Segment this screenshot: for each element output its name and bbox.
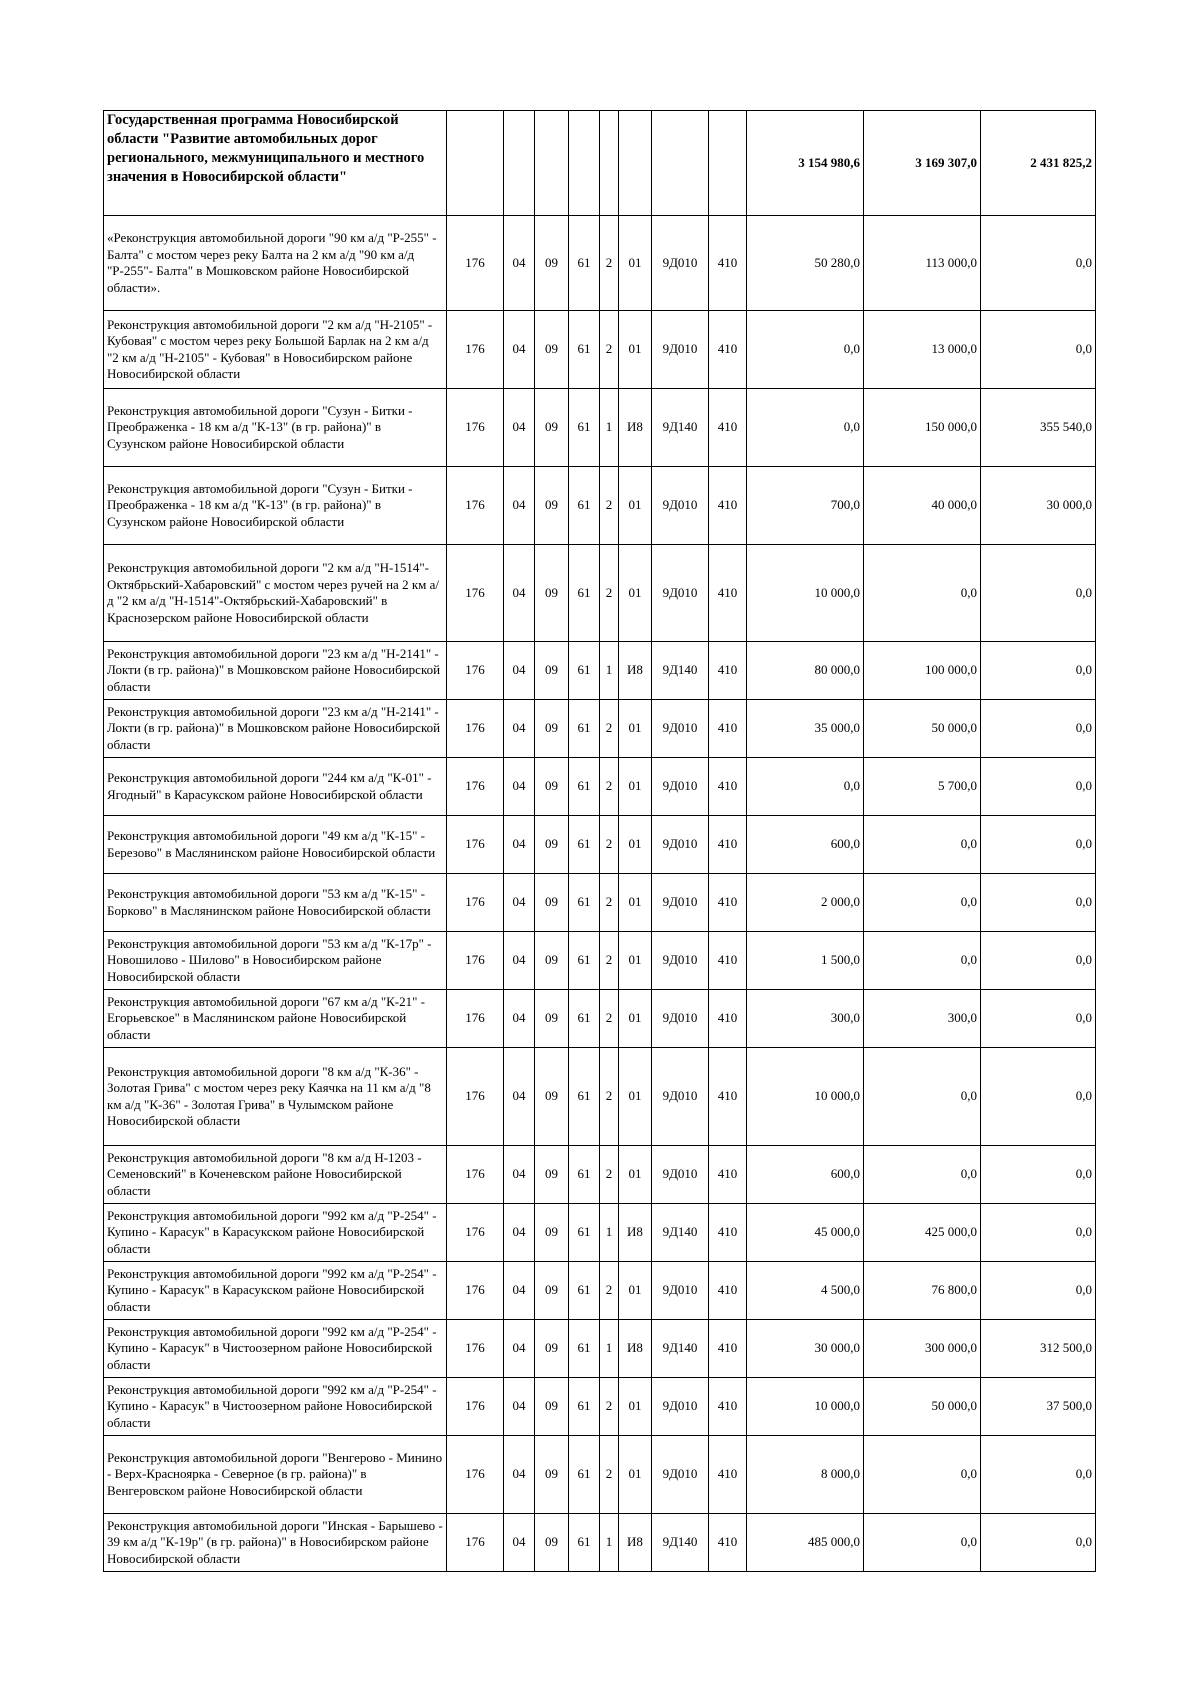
event-code: 01 <box>619 990 652 1048</box>
amount-year-3: 0,0 <box>981 545 1096 642</box>
expense-type-code: 410 <box>709 758 747 816</box>
subsection-code: 09 <box>535 216 569 311</box>
amount-year-3: 0,0 <box>981 700 1096 758</box>
subsection-code: 09 <box>535 1048 569 1146</box>
expense-type-code: 410 <box>709 816 747 874</box>
subprogram-code: 2 <box>600 932 619 990</box>
object-name: Реконструкция автомобильной дороги "67 км а/д "К-21" - Егорьевское" в Маслянинском районе Новосибирской области <box>104 990 447 1048</box>
amount-year-1: 45 000,0 <box>747 1204 864 1262</box>
subprogram-code: 1 <box>600 1204 619 1262</box>
empty-cell <box>652 111 709 216</box>
table-row <box>104 1146 1096 1204</box>
ministry-code: 176 <box>447 1378 504 1436</box>
total-year-3: 2 431 825,2 <box>981 111 1096 216</box>
table-row <box>104 467 1096 545</box>
amount-year-2: 50 000,0 <box>864 1378 981 1436</box>
amount-year-3: 0,0 <box>981 216 1096 311</box>
budget-table <box>103 110 1096 1572</box>
event-code: 01 <box>619 1146 652 1204</box>
target-article-code: 9Д010 <box>652 1146 709 1204</box>
table-row <box>104 1514 1096 1572</box>
empty-cell <box>569 111 600 216</box>
expense-type-code: 410 <box>709 311 747 389</box>
target-article-code: 9Д140 <box>652 1514 709 1572</box>
event-code: И8 <box>619 1204 652 1262</box>
event-code: 01 <box>619 932 652 990</box>
amount-year-3: 355 540,0 <box>981 389 1096 467</box>
ministry-code: 176 <box>447 1262 504 1320</box>
amount-year-2: 0,0 <box>864 1436 981 1514</box>
section-code: 04 <box>504 1146 535 1204</box>
subsection-code: 09 <box>535 1146 569 1204</box>
empty-cell <box>447 111 504 216</box>
object-name: Реконструкция автомобильной дороги "2 км а/д "Н-2105" - Кубовая" с мостом через реку Большой Барлак на 2 км а/д "2 км а/д "Н-2105" - Кубовая" в Новосибирском районе Новосибирской области <box>104 311 447 389</box>
amount-year-2: 300 000,0 <box>864 1320 981 1378</box>
object-name: Реконструкция автомобильной дороги "Сузун - Битки - Преображенка - 18 км а/д "К-13" (в гр. района)" в Сузунском районе Новосибирской области <box>104 389 447 467</box>
target-article-code: 9Д010 <box>652 932 709 990</box>
amount-year-1: 80 000,0 <box>747 642 864 700</box>
program-code: 61 <box>569 1320 600 1378</box>
section-code: 04 <box>504 467 535 545</box>
table-row <box>104 1048 1096 1146</box>
amount-year-3: 0,0 <box>981 642 1096 700</box>
amount-year-2: 13 000,0 <box>864 311 981 389</box>
section-code: 04 <box>504 311 535 389</box>
amount-year-1: 0,0 <box>747 389 864 467</box>
event-code: 01 <box>619 816 652 874</box>
expense-type-code: 410 <box>709 1378 747 1436</box>
event-code: 01 <box>619 758 652 816</box>
target-article-code: 9Д010 <box>652 816 709 874</box>
subsection-code: 09 <box>535 700 569 758</box>
subsection-code: 09 <box>535 1436 569 1514</box>
program-code: 61 <box>569 216 600 311</box>
amount-year-2: 0,0 <box>864 816 981 874</box>
subsection-code: 09 <box>535 1378 569 1436</box>
subprogram-code: 2 <box>600 467 619 545</box>
expense-type-code: 410 <box>709 990 747 1048</box>
object-name: Реконструкция автомобильной дороги "53 км а/д "К-17р" - Новошилово - Шилово" в Новосибирском районе Новосибирской области <box>104 932 447 990</box>
ministry-code: 176 <box>447 216 504 311</box>
amount-year-1: 1 500,0 <box>747 932 864 990</box>
subprogram-code: 2 <box>600 1436 619 1514</box>
table-row <box>104 700 1096 758</box>
empty-cell <box>619 111 652 216</box>
expense-type-code: 410 <box>709 700 747 758</box>
target-article-code: 9Д140 <box>652 1204 709 1262</box>
ministry-code: 176 <box>447 1436 504 1514</box>
amount-year-1: 300,0 <box>747 990 864 1048</box>
object-name: Реконструкция автомобильной дороги "Сузун - Битки - Преображенка - 18 км а/д "К-13" (в гр. района)" в Сузунском районе Новосибирской области <box>104 467 447 545</box>
amount-year-3: 0,0 <box>981 990 1096 1048</box>
subprogram-code: 1 <box>600 1320 619 1378</box>
amount-year-2: 425 000,0 <box>864 1204 981 1262</box>
ministry-code: 176 <box>447 990 504 1048</box>
event-code: 01 <box>619 1378 652 1436</box>
amount-year-3: 37 500,0 <box>981 1378 1096 1436</box>
amount-year-2: 0,0 <box>864 932 981 990</box>
program-code: 61 <box>569 642 600 700</box>
subprogram-code: 1 <box>600 1514 619 1572</box>
expense-type-code: 410 <box>709 389 747 467</box>
amount-year-3: 0,0 <box>981 1514 1096 1572</box>
section-code: 04 <box>504 389 535 467</box>
amount-year-2: 0,0 <box>864 1048 981 1146</box>
object-name: «Реконструкция автомобильной дороги "90 км а/д "Р-255" - Балта" с мостом через реку Балта на 2 км а/д "90 км а/д "Р-255"- Балта" в Мошковском районе Новосибирской области». <box>104 216 447 311</box>
event-code: 01 <box>619 216 652 311</box>
subsection-code: 09 <box>535 389 569 467</box>
ministry-code: 176 <box>447 467 504 545</box>
object-name: Реконструкция автомобильной дороги "8 км а/д Н-1203 - Семеновский" в Коченевском районе Новосибирской области <box>104 1146 447 1204</box>
target-article-code: 9Д140 <box>652 642 709 700</box>
empty-cell <box>535 111 569 216</box>
object-name: Реконструкция автомобильной дороги "992 км а/д "Р-254" - Купино - Карасук" в Чистоозерном районе Новосибирской области <box>104 1320 447 1378</box>
subsection-code: 09 <box>535 467 569 545</box>
program-code: 61 <box>569 1146 600 1204</box>
amount-year-2: 0,0 <box>864 545 981 642</box>
subprogram-code: 2 <box>600 816 619 874</box>
event-code: 01 <box>619 1048 652 1146</box>
program-code: 61 <box>569 816 600 874</box>
subsection-code: 09 <box>535 1262 569 1320</box>
section-code: 04 <box>504 700 535 758</box>
object-name: Реконструкция автомобильной дороги "53 км а/д "К-15" - Борково" в Маслянинском районе Новосибирской области <box>104 874 447 932</box>
subprogram-code: 2 <box>600 700 619 758</box>
expense-type-code: 410 <box>709 467 747 545</box>
expense-type-code: 410 <box>709 642 747 700</box>
event-code: И8 <box>619 642 652 700</box>
table-row <box>104 1262 1096 1320</box>
amount-year-2: 0,0 <box>864 874 981 932</box>
subprogram-code: 2 <box>600 758 619 816</box>
amount-year-3: 0,0 <box>981 1146 1096 1204</box>
ministry-code: 176 <box>447 932 504 990</box>
ministry-code: 176 <box>447 874 504 932</box>
amount-year-2: 0,0 <box>864 1514 981 1572</box>
table-row <box>104 642 1096 700</box>
ministry-code: 176 <box>447 1320 504 1378</box>
program-code: 61 <box>569 1514 600 1572</box>
amount-year-3: 0,0 <box>981 1048 1096 1146</box>
table-row <box>104 990 1096 1048</box>
amount-year-1: 10 000,0 <box>747 545 864 642</box>
program-code: 61 <box>569 1436 600 1514</box>
table-row <box>104 1320 1096 1378</box>
section-code: 04 <box>504 1436 535 1514</box>
amount-year-2: 5 700,0 <box>864 758 981 816</box>
target-article-code: 9Д010 <box>652 1262 709 1320</box>
amount-year-3: 312 500,0 <box>981 1320 1096 1378</box>
section-code: 04 <box>504 642 535 700</box>
expense-type-code: 410 <box>709 932 747 990</box>
target-article-code: 9Д010 <box>652 758 709 816</box>
section-code: 04 <box>504 1204 535 1262</box>
ministry-code: 176 <box>447 1514 504 1572</box>
section-code: 04 <box>504 545 535 642</box>
object-name: Реконструкция автомобильной дороги "992 км а/д "Р-254" - Купино - Карасук" в Карасукском районе Новосибирской области <box>104 1204 447 1262</box>
expense-type-code: 410 <box>709 1320 747 1378</box>
table-row <box>104 758 1096 816</box>
section-code: 04 <box>504 758 535 816</box>
amount-year-1: 0,0 <box>747 311 864 389</box>
target-article-code: 9Д010 <box>652 467 709 545</box>
program-code: 61 <box>569 1204 600 1262</box>
table-row <box>104 1204 1096 1262</box>
event-code: И8 <box>619 389 652 467</box>
amount-year-3: 30 000,0 <box>981 467 1096 545</box>
amount-year-1: 30 000,0 <box>747 1320 864 1378</box>
subprogram-code: 2 <box>600 545 619 642</box>
program-code: 61 <box>569 545 600 642</box>
subprogram-code: 2 <box>600 1048 619 1146</box>
amount-year-3: 0,0 <box>981 758 1096 816</box>
table-row <box>104 874 1096 932</box>
object-name: Реконструкция автомобильной дороги "992 км а/д "Р-254" - Купино - Карасук" в Чистоозерном районе Новосибирской области <box>104 1378 447 1436</box>
section-code: 04 <box>504 1378 535 1436</box>
subprogram-code: 2 <box>600 874 619 932</box>
empty-cell <box>600 111 619 216</box>
target-article-code: 9Д010 <box>652 311 709 389</box>
table-row <box>104 816 1096 874</box>
section-code: 04 <box>504 1514 535 1572</box>
subprogram-code: 1 <box>600 389 619 467</box>
target-article-code: 9Д010 <box>652 216 709 311</box>
table-row <box>104 216 1096 311</box>
amount-year-1: 8 000,0 <box>747 1436 864 1514</box>
amount-year-2: 113 000,0 <box>864 216 981 311</box>
target-article-code: 9Д010 <box>652 545 709 642</box>
event-code: 01 <box>619 467 652 545</box>
ministry-code: 176 <box>447 311 504 389</box>
object-name: Реконструкция автомобильной дороги "49 км а/д "К-15" - Березово" в Маслянинском районе Новосибирской области <box>104 816 447 874</box>
event-code: И8 <box>619 1320 652 1378</box>
amount-year-1: 600,0 <box>747 1146 864 1204</box>
subsection-code: 09 <box>535 1320 569 1378</box>
program-name: Государственная программа Новосибирской области "Развитие автомобильных дорог регионального, межмуниципального и местного значения в Новосибирской области" <box>104 111 447 216</box>
target-article-code: 9Д010 <box>652 700 709 758</box>
amount-year-2: 100 000,0 <box>864 642 981 700</box>
program-code: 61 <box>569 389 600 467</box>
object-name: Реконструкция автомобильной дороги "992 км а/д "Р-254" - Купино - Карасук" в Карасукском районе Новосибирской области <box>104 1262 447 1320</box>
subsection-code: 09 <box>535 816 569 874</box>
subsection-code: 09 <box>535 990 569 1048</box>
target-article-code: 9Д010 <box>652 990 709 1048</box>
ministry-code: 176 <box>447 1146 504 1204</box>
ministry-code: 176 <box>447 1048 504 1146</box>
event-code: 01 <box>619 874 652 932</box>
empty-cell <box>709 111 747 216</box>
amount-year-2: 40 000,0 <box>864 467 981 545</box>
amount-year-3: 0,0 <box>981 311 1096 389</box>
table-row <box>104 545 1096 642</box>
ministry-code: 176 <box>447 700 504 758</box>
table-row <box>104 389 1096 467</box>
program-code: 61 <box>569 311 600 389</box>
amount-year-1: 485 000,0 <box>747 1514 864 1572</box>
target-article-code: 9Д010 <box>652 874 709 932</box>
amount-year-1: 600,0 <box>747 816 864 874</box>
amount-year-1: 2 000,0 <box>747 874 864 932</box>
total-year-2: 3 169 307,0 <box>864 111 981 216</box>
amount-year-2: 76 800,0 <box>864 1262 981 1320</box>
amount-year-1: 10 000,0 <box>747 1378 864 1436</box>
expense-type-code: 410 <box>709 216 747 311</box>
object-name: Реконструкция автомобильной дороги "2 км а/д "Н-1514"-Октябрьский-Хабаровский" с мостом через ручей на 2 км а/д "2 км а/д "Н-1514"-Октябрьский-Хабаровский" в Краснозерском районе Новосибирской области <box>104 545 447 642</box>
subprogram-code: 2 <box>600 1378 619 1436</box>
program-code: 61 <box>569 1262 600 1320</box>
event-code: 01 <box>619 311 652 389</box>
subsection-code: 09 <box>535 642 569 700</box>
subsection-code: 09 <box>535 1514 569 1572</box>
section-code: 04 <box>504 1048 535 1146</box>
section-code: 04 <box>504 990 535 1048</box>
subsection-code: 09 <box>535 311 569 389</box>
amount-year-2: 300,0 <box>864 990 981 1048</box>
subprogram-code: 2 <box>600 1146 619 1204</box>
object-name: Реконструкция автомобильной дороги "23 км а/д "Н-2141" - Локти (в гр. района)" в Мошковском районе Новосибирской области <box>104 642 447 700</box>
amount-year-2: 0,0 <box>864 1146 981 1204</box>
section-code: 04 <box>504 932 535 990</box>
object-name: Реконструкция автомобильной дороги "23 км а/д "Н-2141" - Локти (в гр. района)" в Мошковском районе Новосибирской области <box>104 700 447 758</box>
expense-type-code: 410 <box>709 1048 747 1146</box>
section-code: 04 <box>504 216 535 311</box>
table-row <box>104 932 1096 990</box>
target-article-code: 9Д140 <box>652 389 709 467</box>
program-code: 61 <box>569 1378 600 1436</box>
object-name: Реконструкция автомобильной дороги "244 км а/д "К-01" - Ягодный" в Карасукском районе Новосибирской области <box>104 758 447 816</box>
amount-year-3: 0,0 <box>981 1262 1096 1320</box>
amount-year-3: 0,0 <box>981 932 1096 990</box>
subprogram-code: 1 <box>600 642 619 700</box>
amount-year-1: 0,0 <box>747 758 864 816</box>
program-total-row <box>104 111 1096 216</box>
object-name: Реконструкция автомобильной дороги "8 км а/д "К-36" - Золотая Грива" с мостом через реку Каячка на 11 км а/д "8 км а/д "К-36" - Золотая Грива" в Чулымском районе Новосибирской области <box>104 1048 447 1146</box>
amount-year-3: 0,0 <box>981 816 1096 874</box>
ministry-code: 176 <box>447 1204 504 1262</box>
ministry-code: 176 <box>447 816 504 874</box>
expense-type-code: 410 <box>709 1204 747 1262</box>
program-code: 61 <box>569 700 600 758</box>
subprogram-code: 2 <box>600 990 619 1048</box>
amount-year-2: 150 000,0 <box>864 389 981 467</box>
event-code: 01 <box>619 700 652 758</box>
section-code: 04 <box>504 874 535 932</box>
amount-year-1: 10 000,0 <box>747 1048 864 1146</box>
amount-year-3: 0,0 <box>981 1436 1096 1514</box>
subsection-code: 09 <box>535 758 569 816</box>
section-code: 04 <box>504 1262 535 1320</box>
amount-year-1: 50 280,0 <box>747 216 864 311</box>
subsection-code: 09 <box>535 874 569 932</box>
target-article-code: 9Д010 <box>652 1048 709 1146</box>
object-name: Реконструкция автомобильной дороги "Венгерово - Минино - Верх-Красноярка - Северное (в гр. района)" в Венгеровском районе Новосибирской области <box>104 1436 447 1514</box>
event-code: 01 <box>619 1436 652 1514</box>
expense-type-code: 410 <box>709 1436 747 1514</box>
target-article-code: 9Д010 <box>652 1378 709 1436</box>
target-article-code: 9Д010 <box>652 1436 709 1514</box>
event-code: И8 <box>619 1514 652 1572</box>
subsection-code: 09 <box>535 1204 569 1262</box>
program-code: 61 <box>569 874 600 932</box>
subprogram-code: 2 <box>600 216 619 311</box>
table-row <box>104 1436 1096 1514</box>
section-code: 04 <box>504 816 535 874</box>
subsection-code: 09 <box>535 545 569 642</box>
expense-type-code: 410 <box>709 1514 747 1572</box>
empty-cell <box>504 111 535 216</box>
program-code: 61 <box>569 467 600 545</box>
section-code: 04 <box>504 1320 535 1378</box>
subprogram-code: 2 <box>600 311 619 389</box>
total-year-1: 3 154 980,6 <box>747 111 864 216</box>
amount-year-1: 4 500,0 <box>747 1262 864 1320</box>
amount-year-2: 50 000,0 <box>864 700 981 758</box>
subsection-code: 09 <box>535 932 569 990</box>
program-code: 61 <box>569 990 600 1048</box>
program-code: 61 <box>569 758 600 816</box>
program-code: 61 <box>569 932 600 990</box>
event-code: 01 <box>619 1262 652 1320</box>
ministry-code: 176 <box>447 545 504 642</box>
expense-type-code: 410 <box>709 874 747 932</box>
table-row <box>104 1378 1096 1436</box>
program-code: 61 <box>569 1048 600 1146</box>
event-code: 01 <box>619 545 652 642</box>
ministry-code: 176 <box>447 389 504 467</box>
expense-type-code: 410 <box>709 1146 747 1204</box>
expense-type-code: 410 <box>709 545 747 642</box>
amount-year-1: 35 000,0 <box>747 700 864 758</box>
amount-year-3: 0,0 <box>981 1204 1096 1262</box>
ministry-code: 176 <box>447 758 504 816</box>
target-article-code: 9Д140 <box>652 1320 709 1378</box>
expense-type-code: 410 <box>709 1262 747 1320</box>
amount-year-1: 700,0 <box>747 467 864 545</box>
amount-year-3: 0,0 <box>981 874 1096 932</box>
table-row <box>104 311 1096 389</box>
object-name: Реконструкция автомобильной дороги "Инская - Барышево - 39 км а/д "К-19р" (в гр. района)" в Новосибирском районе Новосибирской области <box>104 1514 447 1572</box>
ministry-code: 176 <box>447 642 504 700</box>
subprogram-code: 2 <box>600 1262 619 1320</box>
